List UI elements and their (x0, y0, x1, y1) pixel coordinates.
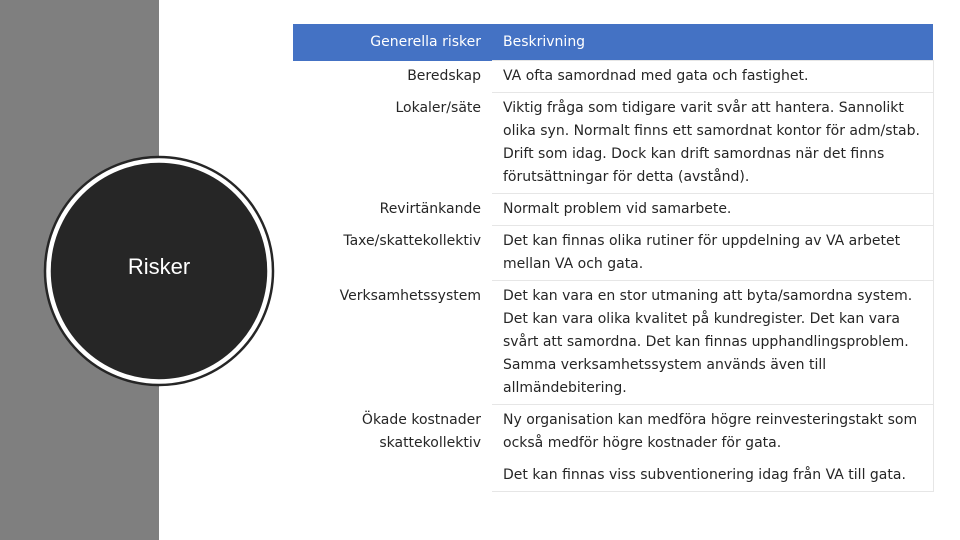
row-description (492, 226, 933, 281)
description-text: Ny organisation kan medföra högre reinvesteringstakt som också medför högre kostnader för gata. (503, 412, 918, 451)
row-description (492, 405, 933, 492)
description-text: Det kan finnas olika rutiner för uppdelning av VA arbetet mellan VA och gata. (503, 233, 901, 272)
circle-label: Risker (127, 254, 191, 279)
table-row (293, 61, 933, 93)
table-row (293, 194, 933, 226)
row-category: Ökade kostnader skattekollektiv (361, 411, 481, 451)
row-description (492, 61, 933, 93)
header-category: Generella risker (293, 24, 492, 61)
row-category: Revirtänkande (379, 200, 481, 217)
row-category: Beredskap (407, 67, 481, 84)
row-description (492, 281, 933, 405)
table-row (293, 93, 933, 194)
description-text: Det kan finnas viss subventionering idag från VA till gata. (503, 467, 906, 483)
row-category: Taxe/skattekollektiv (343, 232, 481, 249)
row-description (492, 194, 933, 226)
table-row (293, 405, 933, 492)
table-header-row (293, 24, 933, 61)
table-row (293, 226, 933, 281)
row-description (492, 93, 933, 194)
description-text: Viktig fråga som tidigare varit svår att hantera. Sannolikt olika syn. Normalt finns ett samordnat kontor för adm/stab. Drift som idag. Dock kan drift samordnas när det finns förutsättningar för detta (avstånd). (503, 100, 920, 185)
row-category: Verksamhetssystem (339, 287, 481, 304)
risk-circle (43, 155, 275, 387)
table-row (293, 281, 933, 405)
row-category: Lokaler/säte (395, 99, 481, 116)
description-text: Normalt problem vid samarbete. (503, 201, 732, 217)
header-description: Beskrivning (492, 24, 933, 61)
description-text: Det kan vara en stor utmaning att byta/samordna system. Det kan vara olika kvalitet på kundregister. Det kan vara svårt att samordna. Det kan finnas upphandlingsproblem. Samma verksamhetssystem används även till allmändebitering. (503, 288, 913, 396)
risk-table (293, 24, 934, 492)
description-text: VA ofta samordnad med gata och fastighet. (503, 68, 809, 84)
